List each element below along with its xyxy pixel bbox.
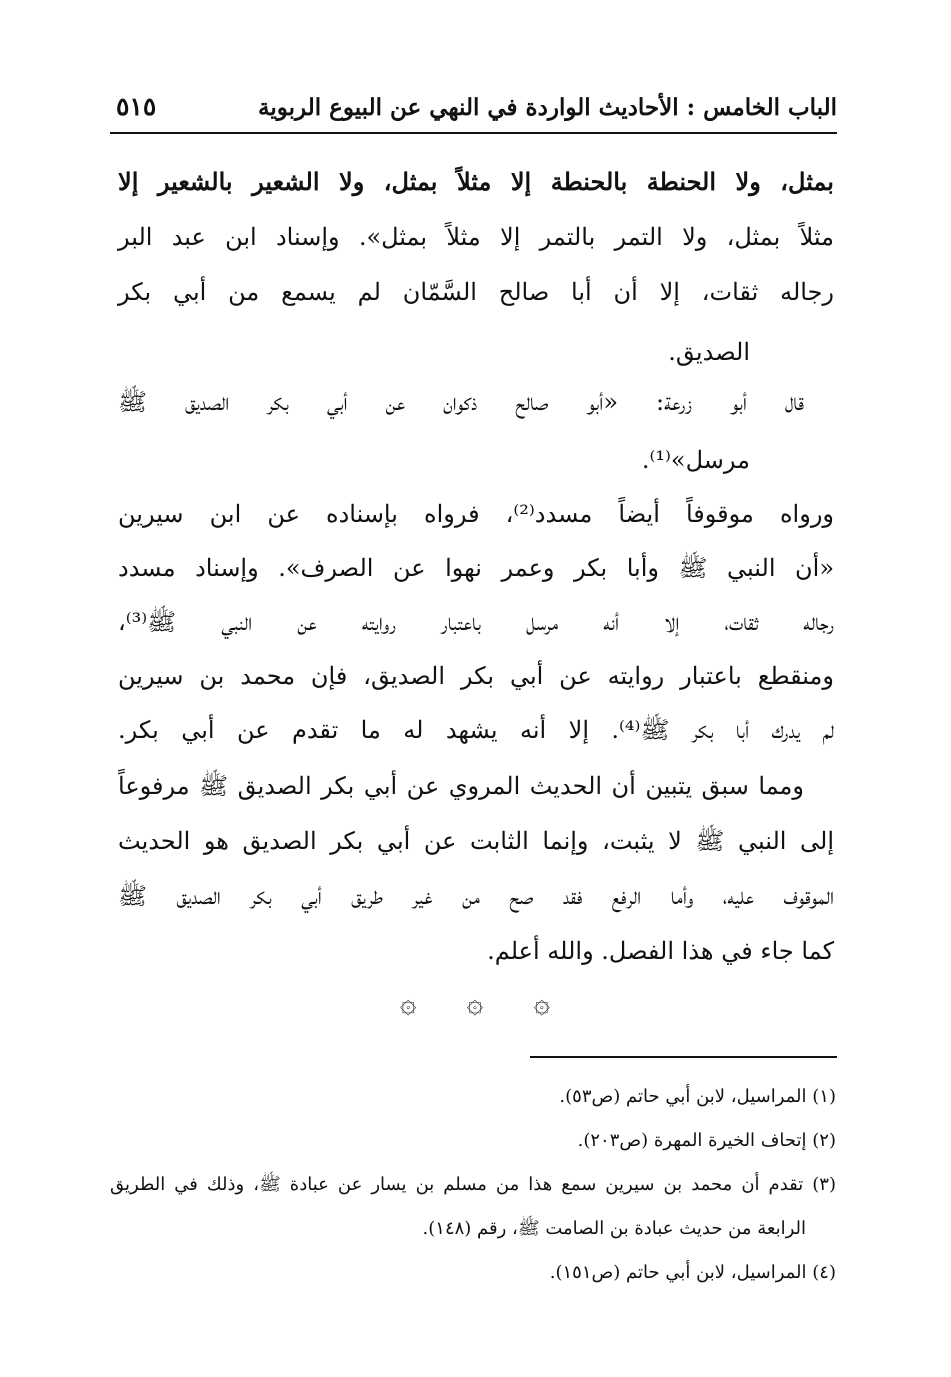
body-line: ومنقطع باعتبار روايته عن أبي بكر الصديق، فإن محمد بن سيرين bbox=[118, 662, 834, 690]
body-line: كما جاء في هذا الفصل. والله أعلم. bbox=[487, 937, 834, 965]
footnote: (٢) إتحاف الخيرة المهرة (ص٢٠٣). bbox=[577, 1130, 836, 1151]
footnote: (١) المراسيل، لابن أبي حاتم (ص٥٣). bbox=[559, 1086, 836, 1107]
body-line: الصديق. bbox=[668, 338, 750, 366]
body-line: بمثل، ولا الحنطة بالحنطة إلا مثلاً بمثل، ولا الشعير بالشعير إلا bbox=[118, 167, 834, 196]
body-line: «أن النبي ﷺ وأبا بكر وعمر نهوا عن الصرف». وإسناد مسدد bbox=[118, 554, 834, 582]
page-number: ٥١٥ bbox=[116, 92, 157, 121]
chapter-title: الباب الخامس : الأحاديث الواردة في النهي عن البيوع الربوية bbox=[258, 94, 837, 121]
star-ornament-icon: ۞ bbox=[466, 986, 484, 1019]
body-line: مرسل»⁽¹⁾. bbox=[641, 446, 750, 474]
body-line: الموقوف عليه، وأما الرفع فقد صح من غير طريق أبي بكر الصديق ﷺ bbox=[118, 882, 834, 910]
body-line: رجاله ثقات، إلا أنه مرسل باعتبار روايته عن النبي ﷺ⁽³⁾، bbox=[118, 608, 834, 636]
star-ornament-icon: ۞ bbox=[533, 986, 550, 1019]
footnote-separator bbox=[530, 1056, 837, 1058]
body-line: ورواه موقوفاً أيضاً مسدد⁽²⁾، فرواه بإسناده عن ابن سيرين bbox=[118, 500, 834, 528]
body-line: لم يدرك أبا بكر ﷺ⁽⁴⁾. إلا أنه يشهد له ما تقدم عن أبي بكر. bbox=[118, 716, 834, 744]
body-line: قال أبو زرعة: «أبو صالح ذكوان عن أبي بكر الصديق ﷺ bbox=[118, 388, 804, 416]
section-divider bbox=[400, 988, 550, 1018]
body-line: ومما سبق يتبين أن الحديث المروي عن أبي بكر الصديق ﷺ مرفوعاً bbox=[118, 772, 804, 800]
footnote: (٤) المراسيل، لابن أبي حاتم (ص١٥١). bbox=[549, 1262, 836, 1283]
running-header bbox=[110, 88, 837, 134]
body-line: مثلاً بمثل، ولا التمر بالتمر إلا مثلاً بمثل». وإسناد ابن عبد البر bbox=[118, 223, 834, 251]
footnote-continuation: الرابعة من حديث عبادة بن الصامت ﷺ، رقم (١٤٨). bbox=[422, 1218, 806, 1239]
footnote: (٣) تقدم أن محمد بن سيرين سمع هذا من مسلم بن يسار عن عبادة ﷺ، وذلك في الطريق bbox=[110, 1174, 836, 1195]
body-line: رجاله ثقات، إلا أن أبا صالح السَّمّان لم يسمع من أبي بكر bbox=[118, 278, 834, 306]
body-line: إلى النبي ﷺ لا يثبت، وإنما الثابت عن أبي بكر الصديق هو الحديث bbox=[118, 827, 834, 855]
star-ornament-icon: ۞ bbox=[400, 986, 417, 1019]
